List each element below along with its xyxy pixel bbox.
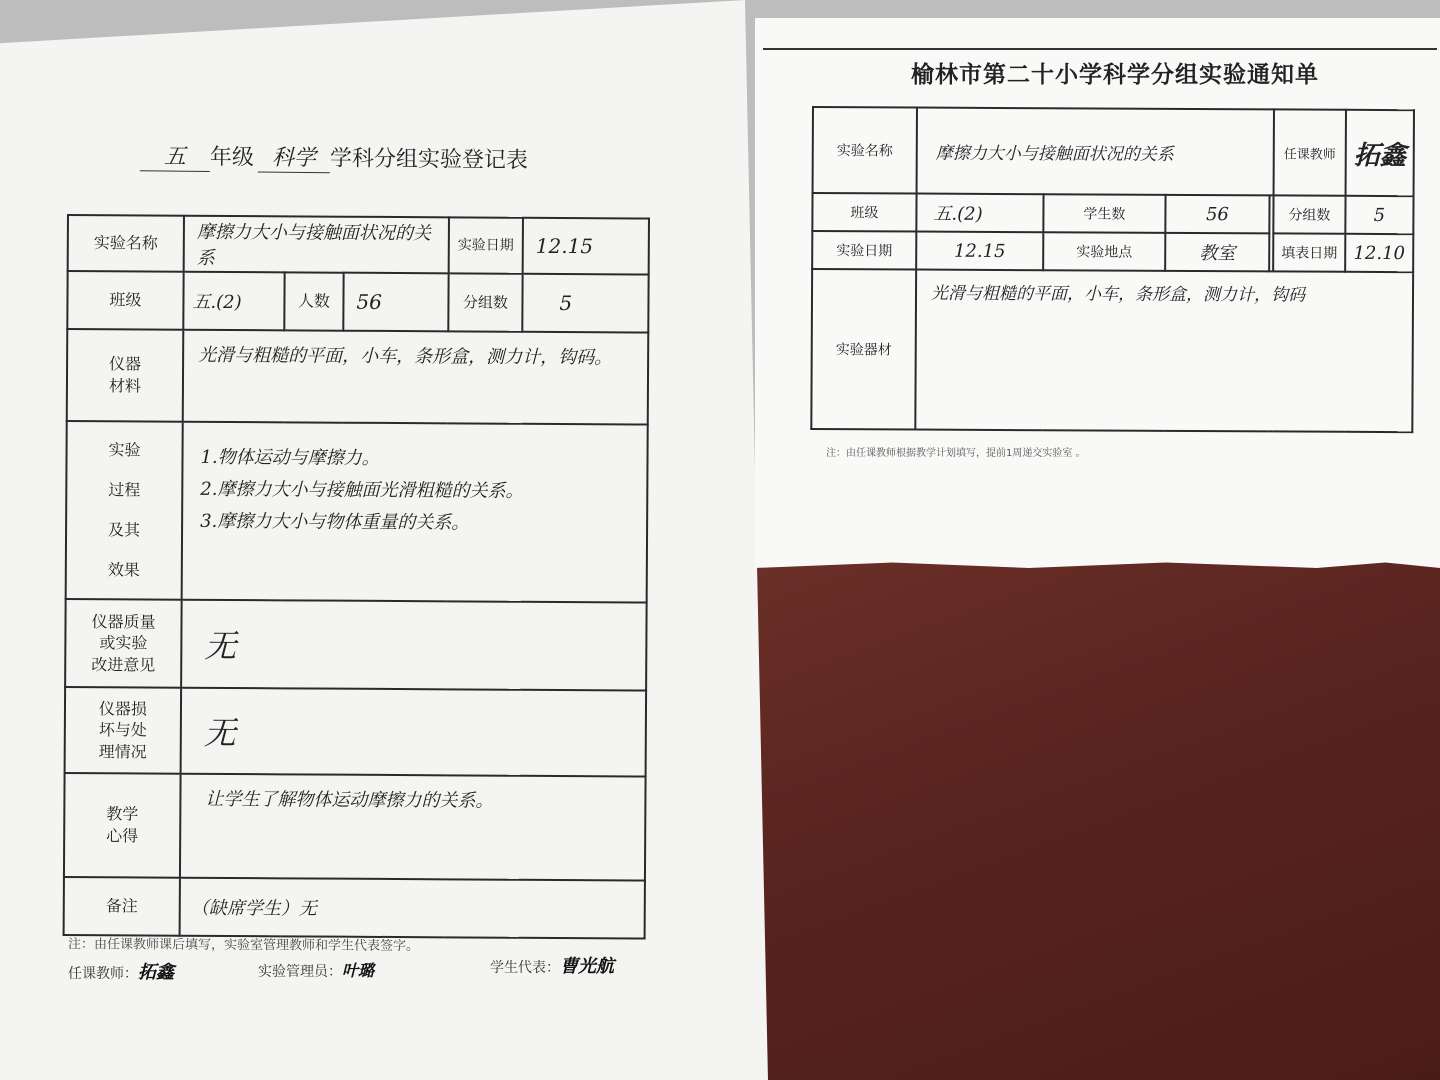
process-item: 1.物体运动与摩擦力。: [200, 446, 380, 469]
subject-value: 科学: [258, 141, 330, 174]
r-groups-label: 分组数: [1273, 195, 1345, 233]
remarks-label: 备注: [64, 877, 180, 936]
registration-note: 注：由任课教师课后填写，实验室管理教师和学生代表签字。: [67, 937, 420, 954]
r-equipment-label: 实验器材: [811, 269, 916, 430]
teacher-signature: 拓鑫: [138, 962, 174, 983]
r-teacher-label: 任课教师: [1274, 109, 1346, 195]
groups-value: 5: [522, 274, 648, 333]
r-groups-value: 5: [1345, 196, 1413, 234]
class-label: 班级: [67, 271, 183, 330]
damage-label: 仪器损 坏与处 理情况: [65, 687, 182, 774]
r-equipment-value: 光滑与粗糙的平面，小车，条形盒，测力计，钩码: [915, 270, 1413, 433]
class-value: 五.(2): [183, 272, 284, 331]
r-place-value: 教室: [1165, 233, 1269, 272]
r-fill-date-value: 12.10: [1345, 234, 1413, 272]
r-fill-date-label: 填表日期: [1273, 233, 1345, 271]
r-teacher-value: 拓鑫: [1346, 110, 1414, 196]
quality-label: 仪器质量 或实验 改进意见: [65, 599, 182, 688]
r-class-label: 班级: [812, 193, 916, 232]
process-item: 3.摩擦力大小与物体重量的关系。: [200, 510, 470, 534]
materials-value: 光滑与粗糙的平面，小车，条形盒，测力计，钩码。: [183, 330, 649, 425]
process-list: [182, 422, 648, 603]
process-label: [66, 421, 183, 600]
insight-value: 让学生了解物体运动摩擦力的关系。: [180, 774, 646, 881]
lab-manager-label: 实验管理员：: [258, 964, 342, 980]
student-rep-label: 学生代表：: [490, 960, 560, 976]
process-item: 2.摩擦力大小与接触面光滑粗糙的关系。: [200, 478, 524, 502]
student-rep-line: [490, 952, 614, 978]
r-date-value: 12.15: [916, 232, 1043, 271]
grade-value: 五: [140, 139, 210, 172]
groups-label: 分组数: [448, 273, 522, 331]
date-label: 实验日期: [449, 217, 523, 273]
process-label-4: 效果: [107, 560, 140, 580]
registration-table: [63, 214, 650, 940]
damage-value: 无: [181, 688, 647, 777]
top-rule: [763, 48, 1437, 50]
lab-manager-line: [258, 958, 374, 981]
teacher-label: 任课教师：: [68, 966, 138, 982]
r-experiment-name-label: 实验名称: [813, 107, 917, 194]
teacher-signature-line: [68, 958, 174, 984]
registration-title: [140, 139, 660, 176]
count-value: 56: [343, 273, 448, 332]
lab-manager-signature: 叶璐: [342, 961, 375, 980]
experiment-name-label: 实验名称: [68, 215, 184, 272]
r-date-label: 实验日期: [812, 231, 916, 270]
process-label-1: 实验: [108, 440, 141, 460]
title-rest: 学科分组实验登记表: [329, 146, 529, 174]
quality-value: 无: [181, 600, 647, 691]
r-experiment-name-value: 摩擦力大小与接触面状况的关系: [917, 108, 1274, 196]
r-place-label: 实验地点: [1043, 232, 1165, 271]
wooden-desk: [740, 560, 1440, 1080]
notification-table: [810, 106, 1415, 433]
grade-word: 年级: [209, 145, 255, 171]
student-rep-signature: 曹光航: [560, 956, 614, 977]
r-class-value: 五.(2): [916, 194, 1043, 233]
insight-label: 教学 心得: [64, 773, 181, 878]
remarks-value: （缺席学生）无: [180, 878, 645, 939]
process-label-2: 过程: [108, 480, 141, 500]
process-label-3: 及其: [107, 520, 141, 540]
notification-title: 榆林市第二十小学科学分组实验通知单: [911, 62, 1319, 88]
r-students-label: 学生数: [1043, 194, 1165, 233]
notification-note: 注：由任课教师根据教学计划填写，提前1周递交实验室 。: [826, 448, 1086, 459]
materials-label: 仪器 材料: [67, 329, 184, 422]
r-students-value: 56: [1165, 195, 1269, 234]
count-label: 人数: [284, 272, 343, 330]
date-value: 12.15: [523, 218, 649, 275]
experiment-name-value: 摩擦力大小与接触面状况的关系: [184, 216, 449, 274]
